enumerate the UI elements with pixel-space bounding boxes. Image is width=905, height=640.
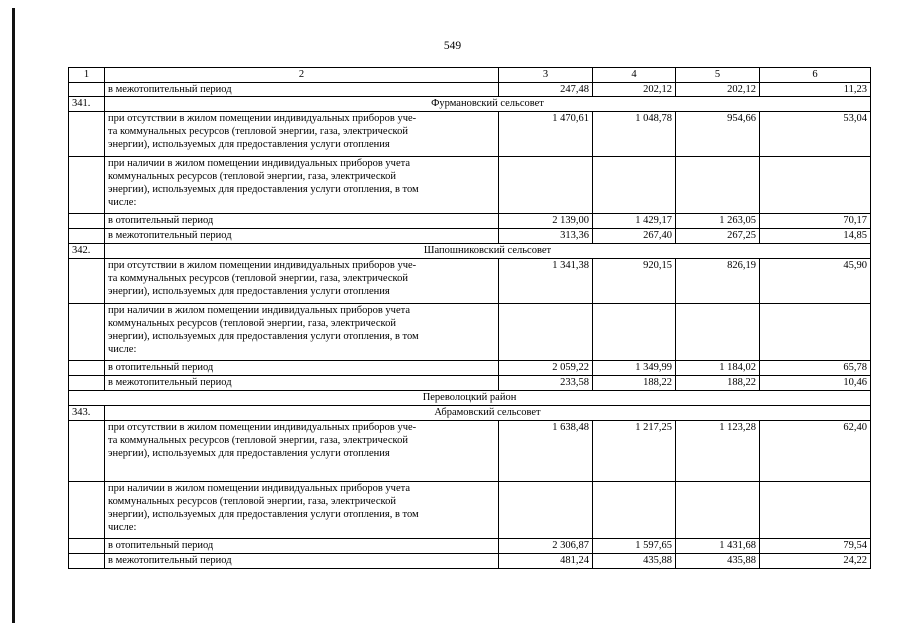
value-cell — [760, 157, 871, 214]
section-number: 341. — [69, 97, 105, 112]
row-number-cell — [69, 112, 105, 157]
row-label: при наличии в жилом помещении индивидуальных приборов учета коммунальных ресурсов (тепловой энергии, газа, электрической энергии), используемых для предоставления услуги отопления, в том числе: — [105, 157, 499, 214]
column-number-row — [69, 68, 871, 83]
value-cell: 247,48 — [499, 83, 593, 97]
value-cell: 1 123,28 — [676, 421, 760, 482]
value-cell: 24,22 — [760, 554, 871, 569]
value-cell: 53,04 — [760, 112, 871, 157]
value-cell: 435,88 — [593, 554, 676, 569]
table-row — [69, 482, 871, 539]
tariff-table — [68, 67, 871, 569]
value-cell: 202,12 — [676, 83, 760, 97]
value-cell: 79,54 — [760, 539, 871, 554]
value-cell: 920,15 — [593, 259, 676, 304]
value-cell: 188,22 — [676, 376, 760, 391]
table-body — [69, 68, 871, 569]
section-row — [69, 406, 871, 421]
section-row — [69, 97, 871, 112]
column-number: 2 — [105, 68, 499, 83]
value-cell: 10,46 — [760, 376, 871, 391]
table-row — [69, 112, 871, 157]
value-cell — [499, 304, 593, 361]
value-cell: 826,19 — [676, 259, 760, 304]
column-number: 4 — [593, 68, 676, 83]
value-cell: 202,12 — [593, 83, 676, 97]
row-number-cell — [69, 421, 105, 482]
value-cell: 188,22 — [593, 376, 676, 391]
table-row — [69, 259, 871, 304]
row-number-cell — [69, 83, 105, 97]
row-number-cell — [69, 214, 105, 229]
table-row — [69, 361, 871, 376]
value-cell: 954,66 — [676, 112, 760, 157]
value-cell — [676, 482, 760, 539]
table-row — [69, 214, 871, 229]
row-label: при отсутствии в жилом помещении индивидуальных приборов уче- та коммунальных ресурсов (тепловой энергии, газа, электрической энергии), используемых для предоставления услуги отопления — [105, 112, 499, 157]
value-cell: 233,58 — [499, 376, 593, 391]
value-cell — [676, 157, 760, 214]
value-cell — [499, 482, 593, 539]
table-row — [69, 304, 871, 361]
value-cell: 62,40 — [760, 421, 871, 482]
value-cell — [499, 157, 593, 214]
value-cell: 1 429,17 — [593, 214, 676, 229]
table-row — [69, 157, 871, 214]
value-cell: 267,40 — [593, 229, 676, 244]
value-cell: 435,88 — [676, 554, 760, 569]
value-cell: 481,24 — [499, 554, 593, 569]
value-cell — [676, 304, 760, 361]
value-cell: 313,36 — [499, 229, 593, 244]
value-cell: 70,17 — [760, 214, 871, 229]
value-cell: 1 184,02 — [676, 361, 760, 376]
value-cell: 2 139,00 — [499, 214, 593, 229]
value-cell: 14,85 — [760, 229, 871, 244]
row-label: в межотопительный период — [105, 83, 499, 97]
value-cell: 1 638,48 — [499, 421, 593, 482]
value-cell: 1 341,38 — [499, 259, 593, 304]
value-cell: 2 059,22 — [499, 361, 593, 376]
value-cell: 11,23 — [760, 83, 871, 97]
row-number-cell — [69, 229, 105, 244]
row-number-cell — [69, 554, 105, 569]
value-cell — [593, 157, 676, 214]
row-label: в отопительный период — [105, 214, 499, 229]
scan-edge-line — [12, 8, 15, 623]
value-cell: 65,78 — [760, 361, 871, 376]
table-row — [69, 83, 871, 97]
value-cell: 1 470,61 — [499, 112, 593, 157]
region-row — [69, 391, 871, 406]
row-label: в межотопительный период — [105, 376, 499, 391]
value-cell — [760, 482, 871, 539]
value-cell: 1 431,68 — [676, 539, 760, 554]
row-label: в межотопительный период — [105, 554, 499, 569]
value-cell: 1 217,25 — [593, 421, 676, 482]
row-label: в отопительный период — [105, 361, 499, 376]
region-title: Переволоцкий район — [69, 391, 871, 406]
column-number: 6 — [760, 68, 871, 83]
table-row — [69, 229, 871, 244]
column-number: 3 — [499, 68, 593, 83]
section-number: 343. — [69, 406, 105, 421]
row-label: в отопительный период — [105, 539, 499, 554]
value-cell: 267,25 — [676, 229, 760, 244]
row-label: при наличии в жилом помещении индивидуальных приборов учета коммунальных ресурсов (тепловой энергии, газа, электрической энергии), используемых для предоставления услуги отопления, в том числе: — [105, 482, 499, 539]
section-title: Фурмановский сельсовет — [105, 97, 871, 112]
table-row — [69, 554, 871, 569]
page-number: 549 — [443, 40, 462, 52]
value-cell: 45,90 — [760, 259, 871, 304]
value-cell: 2 306,87 — [499, 539, 593, 554]
row-number-cell — [69, 259, 105, 304]
section-title: Шапошниковский сельсовет — [105, 244, 871, 259]
row-label: при отсутствии в жилом помещении индивидуальных приборов уче- та коммунальных ресурсов (тепловой энергии, газа, электрической энергии), используемых для предоставления услуги отопления — [105, 259, 499, 304]
section-number: 342. — [69, 244, 105, 259]
row-label: при наличии в жилом помещении индивидуальных приборов учета коммунальных ресурсов (тепловой энергии, газа, электрической энергии), используемых для предоставления услуги отопления, в том числе: — [105, 304, 499, 361]
row-number-cell — [69, 376, 105, 391]
value-cell: 1 048,78 — [593, 112, 676, 157]
value-cell — [760, 304, 871, 361]
column-number: 1 — [69, 68, 105, 83]
table-row — [69, 376, 871, 391]
column-number: 5 — [676, 68, 760, 83]
row-number-cell — [69, 304, 105, 361]
value-cell: 1 597,65 — [593, 539, 676, 554]
row-label: при отсутствии в жилом помещении индивидуальных приборов уче- та коммунальных ресурсов (тепловой энергии, газа, электрической энергии), используемых для предоставления услуги отопления — [105, 421, 499, 482]
value-cell: 1 349,99 — [593, 361, 676, 376]
value-cell — [593, 304, 676, 361]
row-number-cell — [69, 361, 105, 376]
value-cell — [593, 482, 676, 539]
table-row — [69, 539, 871, 554]
row-number-cell — [69, 157, 105, 214]
table-row — [69, 421, 871, 482]
section-row — [69, 244, 871, 259]
section-title: Абрамовский сельсовет — [105, 406, 871, 421]
value-cell: 1 263,05 — [676, 214, 760, 229]
row-number-cell — [69, 539, 105, 554]
row-number-cell — [69, 482, 105, 539]
row-label: в межотопительный период — [105, 229, 499, 244]
